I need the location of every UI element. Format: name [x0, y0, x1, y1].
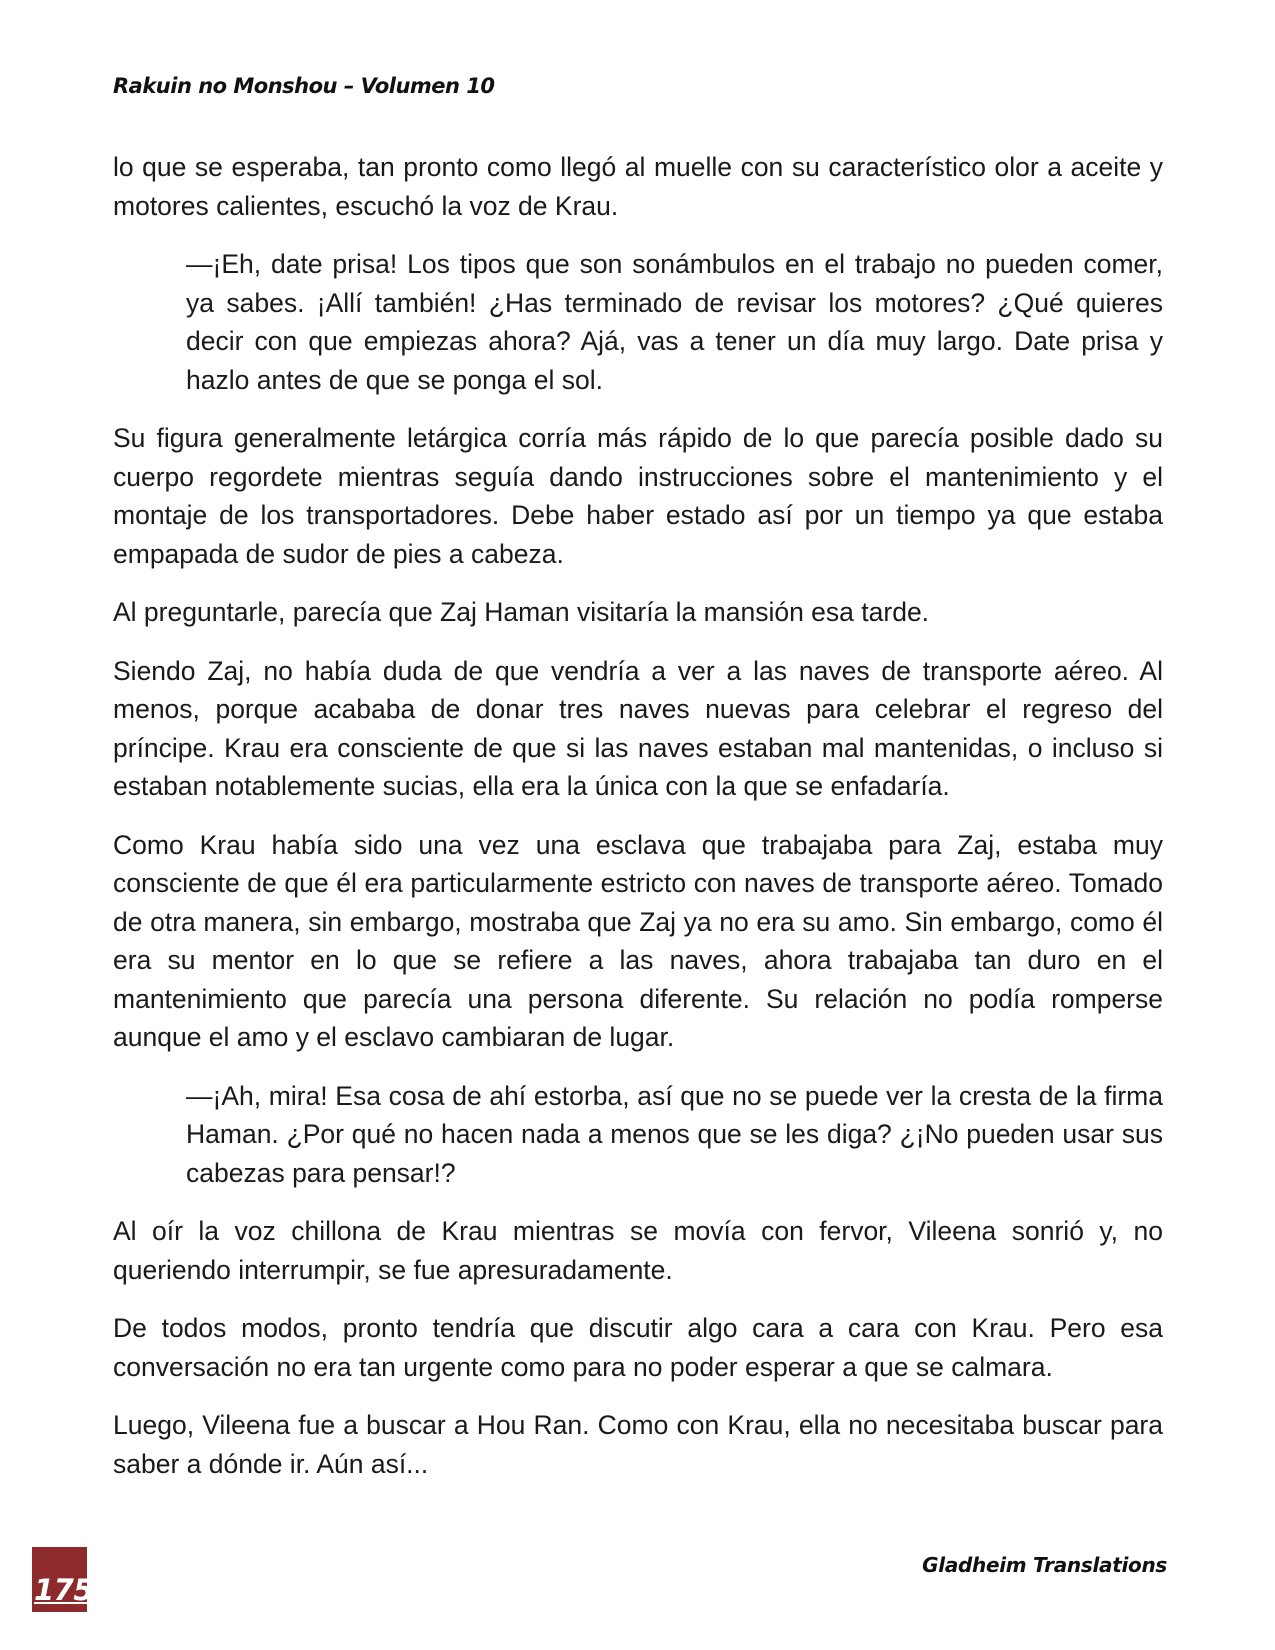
running-header-title: Rakuin no Monshou – Volumen 10	[113, 74, 495, 98]
paragraph-7: De todos modos, pronto tendría que discutir algo cara a cara con Krau. Pero esa conversación no era tan urgente como para no poder esperar a que se calmara.	[113, 1313, 1163, 1382]
dialogue-paragraph-1: —¡Eh, date prisa! Los tipos que son sonámbulos en el trabajo no pueden comer, ya sabes. ¡Allí también! ¿Has terminado de revisar los motores? ¿Qué quieres decir con que empiezas ahora? Ajá, vas a tener un día muy largo. Date prisa y hazlo antes de que se ponga el sol.	[186, 249, 1163, 395]
paragraph-2: Su figura generalmente letárgica corría más rápido de lo que parecía posible dado su cuerpo regordete mientras seguía dando instrucciones sobre el mantenimiento y el montaje de los transportadores. Debe haber estado así por un tiempo ya que estaba empapada de sudor de pies a cabeza.	[113, 423, 1163, 569]
footer-credit: Gladheim Translations	[922, 1553, 1167, 1577]
page-body	[113, 148, 1163, 1503]
paragraph-6: Al oír la voz chillona de Krau mientras se movía con fervor, Vileena sonrió y, no queriendo interrumpir, se fue apresuradamente.	[113, 1216, 1163, 1285]
dialogue-paragraph-2: —¡Ah, mira! Esa cosa de ahí estorba, así que no se puede ver la cresta de la firma Haman. ¿Por qué no hacen nada a menos que se les diga? ¿¡No pueden usar sus cabezas para pensar!?	[186, 1080, 1163, 1188]
paragraph-4: Siendo Zaj, no había duda de que vendría a ver a las naves de transporte aéreo. Al menos, porque acababa de donar tres naves nuevas para celebrar el regreso del príncipe. Krau era consciente de que si las naves estaban mal mantenidas, o incluso si estaban notablemente sucias, ella era la única con la que se enfadaría.	[113, 655, 1163, 801]
page-number: 175	[34, 1573, 94, 1607]
paragraph-5: Como Krau había sido una vez una esclava que trabajaba para Zaj, estaba muy consciente de que él era particularmente estricto con naves de transporte aéreo. Tomado de otra manera, sin embargo, mostraba que Zaj ya no era su amo. Sin embargo, como él era su mentor en lo que se refiere a las naves, ahora trabajaba tan duro en el mantenimiento que parecía una persona diferente. Su relación no podía romperse aunque el amo y el esclavo cambiaran de lugar.	[113, 829, 1163, 1052]
paragraph-8: Luego, Vileena fue a buscar a Hou Ran. Como con Krau, ella no necesitaba buscar para saber a dónde ir. Aún así...	[113, 1410, 1163, 1479]
paragraph-3: Al preguntarle, parecía que Zaj Haman visitaría la mansión esa tarde.	[113, 597, 930, 627]
paragraph-1: lo que se esperaba, tan pronto como llegó al muelle con su característico olor a aceite y motores calientes, escuchó la voz de Krau.	[113, 152, 1163, 221]
